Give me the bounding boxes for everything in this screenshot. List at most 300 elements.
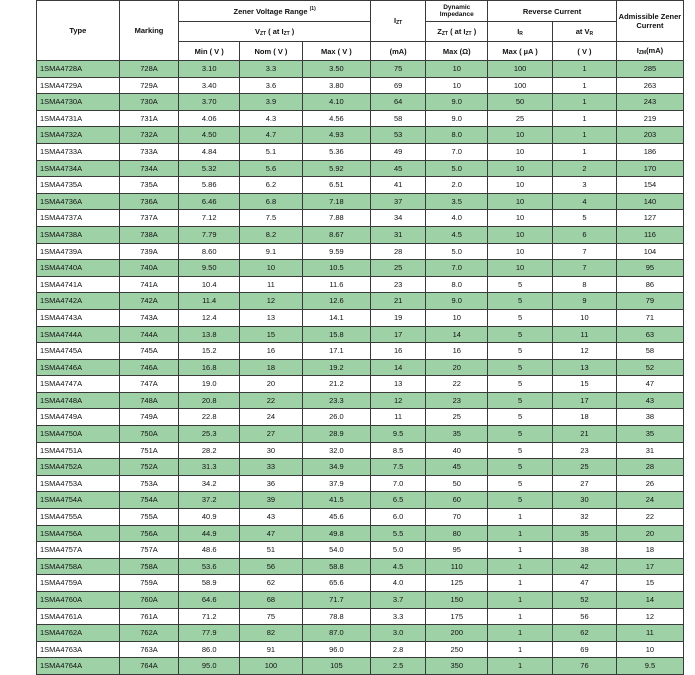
- cell-type: 1SMA4729A: [37, 77, 120, 94]
- cell-vr: 5: [553, 210, 617, 227]
- cell-zzt: 8.0: [426, 127, 488, 144]
- cell-izm: 15: [616, 575, 683, 592]
- cell-izt: 11: [370, 409, 425, 426]
- cell-min: 5.32: [179, 160, 240, 177]
- subheader-vz-at-izt: $V_{ZT}$ ( at $I_{ZT}$ ): [179, 22, 371, 42]
- cell-type: 1SMA4757A: [37, 542, 120, 559]
- cell-min: 31.3: [179, 459, 240, 476]
- cell-zzt: 25: [426, 409, 488, 426]
- cell-nom: 43: [240, 509, 303, 526]
- cell-marking: 762A: [119, 625, 179, 642]
- cell-min: 4.50: [179, 127, 240, 144]
- group-header-dynamic-impedance: Dynamic Impedance: [426, 1, 488, 22]
- cell-marking: 763A: [119, 641, 179, 658]
- table-row: [37, 160, 684, 177]
- cell-ir: 5: [488, 326, 553, 343]
- cell-min: 13.8: [179, 326, 240, 343]
- cell-izt: 41: [370, 177, 425, 194]
- cell-nom: 100: [240, 658, 303, 675]
- cell-izt: 6.0: [370, 509, 425, 526]
- table-row: [37, 625, 684, 642]
- cell-min: 4.84: [179, 143, 240, 160]
- cell-zzt: 23: [426, 392, 488, 409]
- table-row: [37, 177, 684, 194]
- cell-min: 9.50: [179, 260, 240, 277]
- col-header-admissible: Admissible Zener Current: [616, 1, 683, 42]
- cell-nom: 3.9: [240, 94, 303, 111]
- cell-zzt: 8.0: [426, 276, 488, 293]
- cell-type: 1SMA4731A: [37, 110, 120, 127]
- cell-izt: 8.5: [370, 442, 425, 459]
- cell-min: 19.0: [179, 376, 240, 393]
- cell-nom: 3.6: [240, 77, 303, 94]
- cell-type: 1SMA4752A: [37, 459, 120, 476]
- cell-zzt: 16: [426, 343, 488, 360]
- cell-type: 1SMA4728A: [37, 61, 120, 78]
- cell-vr: 25: [553, 459, 617, 476]
- cell-nom: 47: [240, 525, 303, 542]
- cell-max: 11.6: [302, 276, 370, 293]
- cell-vr: 4: [553, 193, 617, 210]
- cell-izt: 64: [370, 94, 425, 111]
- table-row: [37, 542, 684, 559]
- cell-izm: 35: [616, 426, 683, 443]
- cell-type: 1SMA4742A: [37, 293, 120, 310]
- table-row: [37, 641, 684, 658]
- cell-type: 1SMA4740A: [37, 260, 120, 277]
- cell-izm: 10: [616, 641, 683, 658]
- cell-vr: 32: [553, 509, 617, 526]
- cell-zzt: 175: [426, 608, 488, 625]
- subheader-at-vr: at $V_R$: [553, 22, 617, 42]
- cell-max: 14.1: [302, 309, 370, 326]
- cell-ir: 10: [488, 177, 553, 194]
- cell-vr: 10: [553, 309, 617, 326]
- cell-izm: 71: [616, 309, 683, 326]
- cell-izm: 14: [616, 592, 683, 609]
- cell-type: 1SMA4761A: [37, 608, 120, 625]
- cell-izm: 43: [616, 392, 683, 409]
- cell-ir: 5: [488, 459, 553, 476]
- cell-izt: 17: [370, 326, 425, 343]
- unit-vr-v: ( V ): [553, 42, 617, 61]
- cell-izt: 3.0: [370, 625, 425, 642]
- cell-izt: 13: [370, 376, 425, 393]
- cell-izm: 86: [616, 276, 683, 293]
- cell-izt: 34: [370, 210, 425, 227]
- cell-max: 15.8: [302, 326, 370, 343]
- cell-max: 23.3: [302, 392, 370, 409]
- cell-type: 1SMA4730A: [37, 94, 120, 111]
- cell-nom: 9.1: [240, 243, 303, 260]
- cell-ir: 1: [488, 575, 553, 592]
- table-row: [37, 525, 684, 542]
- cell-nom: 3.3: [240, 61, 303, 78]
- table-row: [37, 226, 684, 243]
- cell-vr: 18: [553, 409, 617, 426]
- cell-vr: 1: [553, 61, 617, 78]
- subheader-zzt-at-izt: $Z_{ZT}$ ( at $I_{ZT}$ ): [426, 22, 488, 42]
- cell-ir: 100: [488, 77, 553, 94]
- cell-ir: 5: [488, 276, 553, 293]
- cell-max: 54.0: [302, 542, 370, 559]
- cell-izt: 7.5: [370, 459, 425, 476]
- cell-izm: 47: [616, 376, 683, 393]
- cell-nom: 39: [240, 492, 303, 509]
- cell-izm: 31: [616, 442, 683, 459]
- cell-izt: 37: [370, 193, 425, 210]
- cell-max: 8.67: [302, 226, 370, 243]
- cell-max: 9.59: [302, 243, 370, 260]
- cell-ir: 1: [488, 509, 553, 526]
- cell-vr: 21: [553, 426, 617, 443]
- cell-type: 1SMA4756A: [37, 525, 120, 542]
- cell-max: 26.0: [302, 409, 370, 426]
- cell-marking: 734A: [119, 160, 179, 177]
- cell-max: 34.9: [302, 459, 370, 476]
- cell-type: 1SMA4733A: [37, 143, 120, 160]
- cell-max: 4.10: [302, 94, 370, 111]
- cell-zzt: 9.0: [426, 293, 488, 310]
- cell-nom: 7.5: [240, 210, 303, 227]
- table-row: [37, 77, 684, 94]
- cell-zzt: 150: [426, 592, 488, 609]
- cell-vr: 7: [553, 243, 617, 260]
- cell-zzt: 110: [426, 558, 488, 575]
- cell-izm: 22: [616, 509, 683, 526]
- cell-vr: 17: [553, 392, 617, 409]
- cell-min: 3.10: [179, 61, 240, 78]
- table-row: [37, 592, 684, 609]
- cell-max: 96.0: [302, 641, 370, 658]
- cell-izm: 140: [616, 193, 683, 210]
- cell-nom: 16: [240, 343, 303, 360]
- table-row: [37, 442, 684, 459]
- cell-ir: 1: [488, 625, 553, 642]
- cell-ir: 5: [488, 492, 553, 509]
- cell-vr: 1: [553, 127, 617, 144]
- cell-vr: 7: [553, 260, 617, 277]
- table-row: [37, 193, 684, 210]
- cell-max: 3.80: [302, 77, 370, 94]
- cell-min: 15.2: [179, 343, 240, 360]
- unit-max-ohm: Max (Ω): [426, 42, 488, 61]
- table-row: [37, 459, 684, 476]
- cell-ir: 5: [488, 376, 553, 393]
- cell-min: 8.60: [179, 243, 240, 260]
- cell-type: 1SMA4763A: [37, 641, 120, 658]
- cell-marking: 741A: [119, 276, 179, 293]
- cell-type: 1SMA4762A: [37, 625, 120, 642]
- cell-min: 5.86: [179, 177, 240, 194]
- cell-nom: 11: [240, 276, 303, 293]
- cell-min: 53.6: [179, 558, 240, 575]
- cell-type: 1SMA4754A: [37, 492, 120, 509]
- unit-izm: $I_{ZM}(mA)$: [616, 42, 683, 61]
- cell-zzt: 5.0: [426, 243, 488, 260]
- cell-vr: 76: [553, 658, 617, 675]
- cell-zzt: 125: [426, 575, 488, 592]
- cell-marking: 757A: [119, 542, 179, 559]
- cell-nom: 68: [240, 592, 303, 609]
- cell-min: 34.2: [179, 475, 240, 492]
- cell-vr: 38: [553, 542, 617, 559]
- cell-zzt: 350: [426, 658, 488, 675]
- cell-max: 49.8: [302, 525, 370, 542]
- cell-ir: 10: [488, 226, 553, 243]
- cell-type: 1SMA4736A: [37, 193, 120, 210]
- cell-ir: 10: [488, 210, 553, 227]
- cell-ir: 1: [488, 608, 553, 625]
- table-body: [37, 61, 684, 675]
- cell-type: 1SMA4753A: [37, 475, 120, 492]
- cell-max: 19.2: [302, 359, 370, 376]
- cell-max: 5.92: [302, 160, 370, 177]
- cell-zzt: 250: [426, 641, 488, 658]
- cell-type: 1SMA4734A: [37, 160, 120, 177]
- cell-max: 32.0: [302, 442, 370, 459]
- cell-marking: 751A: [119, 442, 179, 459]
- cell-min: 40.9: [179, 509, 240, 526]
- table-row: [37, 343, 684, 360]
- cell-type: 1SMA4764A: [37, 658, 120, 675]
- cell-zzt: 60: [426, 492, 488, 509]
- cell-vr: 35: [553, 525, 617, 542]
- cell-nom: 24: [240, 409, 303, 426]
- cell-zzt: 9.0: [426, 94, 488, 111]
- cell-zzt: 2.0: [426, 177, 488, 194]
- cell-min: 95.0: [179, 658, 240, 675]
- cell-ir: 5: [488, 343, 553, 360]
- cell-vr: 13: [553, 359, 617, 376]
- cell-marking: 748A: [119, 392, 179, 409]
- cell-max: 105: [302, 658, 370, 675]
- cell-zzt: 22: [426, 376, 488, 393]
- cell-type: 1SMA4738A: [37, 226, 120, 243]
- cell-type: 1SMA4755A: [37, 509, 120, 526]
- cell-min: 7.12: [179, 210, 240, 227]
- cell-izt: 16: [370, 343, 425, 360]
- cell-ir: 25: [488, 110, 553, 127]
- subheader-ir: $I_R$: [488, 22, 553, 42]
- cell-max: 4.93: [302, 127, 370, 144]
- cell-zzt: 70: [426, 509, 488, 526]
- col-header-izt: $I_{ZT}$: [370, 1, 425, 42]
- cell-vr: 62: [553, 625, 617, 642]
- cell-nom: 20: [240, 376, 303, 393]
- cell-marking: 745A: [119, 343, 179, 360]
- cell-izm: 38: [616, 409, 683, 426]
- cell-marking: 729A: [119, 77, 179, 94]
- cell-max: 28.9: [302, 426, 370, 443]
- cell-marking: 730A: [119, 94, 179, 111]
- cell-zzt: 200: [426, 625, 488, 642]
- cell-type: 1SMA4744A: [37, 326, 120, 343]
- cell-max: 78.8: [302, 608, 370, 625]
- cell-vr: 1: [553, 77, 617, 94]
- cell-marking: 759A: [119, 575, 179, 592]
- cell-izm: 18: [616, 542, 683, 559]
- cell-vr: 47: [553, 575, 617, 592]
- cell-ir: 5: [488, 409, 553, 426]
- cell-nom: 5.1: [240, 143, 303, 160]
- cell-min: 48.6: [179, 542, 240, 559]
- table-row: [37, 243, 684, 260]
- cell-izt: 19: [370, 309, 425, 326]
- cell-ir: 10: [488, 143, 553, 160]
- cell-ir: 1: [488, 542, 553, 559]
- cell-izt: 14: [370, 359, 425, 376]
- cell-vr: 15: [553, 376, 617, 393]
- cell-type: 1SMA4745A: [37, 343, 120, 360]
- cell-izm: 9.5: [616, 658, 683, 675]
- cell-izm: 203: [616, 127, 683, 144]
- cell-izt: 58: [370, 110, 425, 127]
- cell-max: 7.88: [302, 210, 370, 227]
- cell-min: 22.8: [179, 409, 240, 426]
- cell-type: 1SMA4732A: [37, 127, 120, 144]
- cell-min: 6.46: [179, 193, 240, 210]
- cell-min: 28.2: [179, 442, 240, 459]
- cell-max: 87.0: [302, 625, 370, 642]
- cell-izt: 3.3: [370, 608, 425, 625]
- cell-ir: 1: [488, 641, 553, 658]
- cell-type: 1SMA4739A: [37, 243, 120, 260]
- table-row: [37, 94, 684, 111]
- cell-type: 1SMA4751A: [37, 442, 120, 459]
- table-row: [37, 426, 684, 443]
- cell-zzt: 9.0: [426, 110, 488, 127]
- cell-type: 1SMA4748A: [37, 392, 120, 409]
- cell-min: 3.70: [179, 94, 240, 111]
- cell-izm: 63: [616, 326, 683, 343]
- cell-marking: 747A: [119, 376, 179, 393]
- cell-marking: 740A: [119, 260, 179, 277]
- table-row: [37, 309, 684, 326]
- cell-zzt: 5.0: [426, 160, 488, 177]
- cell-izm: 17: [616, 558, 683, 575]
- cell-zzt: 40: [426, 442, 488, 459]
- cell-max: 7.18: [302, 193, 370, 210]
- cell-zzt: 14: [426, 326, 488, 343]
- cell-max: 5.36: [302, 143, 370, 160]
- table-row: [37, 575, 684, 592]
- cell-min: 20.8: [179, 392, 240, 409]
- cell-min: 11.4: [179, 293, 240, 310]
- cell-marking: 753A: [119, 475, 179, 492]
- cell-marking: 758A: [119, 558, 179, 575]
- col-header-marking: Marking: [119, 1, 179, 61]
- cell-izm: 11: [616, 625, 683, 642]
- cell-zzt: 10: [426, 61, 488, 78]
- cell-nom: 30: [240, 442, 303, 459]
- cell-max: 4.56: [302, 110, 370, 127]
- cell-vr: 1: [553, 110, 617, 127]
- table-row: [37, 110, 684, 127]
- cell-max: 45.6: [302, 509, 370, 526]
- cell-marking: 731A: [119, 110, 179, 127]
- cell-nom: 91: [240, 641, 303, 658]
- cell-type: 1SMA4759A: [37, 575, 120, 592]
- cell-nom: 15: [240, 326, 303, 343]
- cell-izt: 45: [370, 160, 425, 177]
- cell-zzt: 20: [426, 359, 488, 376]
- cell-ir: 50: [488, 94, 553, 111]
- cell-nom: 36: [240, 475, 303, 492]
- cell-marking: 735A: [119, 177, 179, 194]
- cell-vr: 8: [553, 276, 617, 293]
- cell-izt: 21: [370, 293, 425, 310]
- cell-nom: 18: [240, 359, 303, 376]
- cell-vr: 23: [553, 442, 617, 459]
- cell-type: 1SMA4735A: [37, 177, 120, 194]
- cell-ir: 5: [488, 392, 553, 409]
- cell-zzt: 45: [426, 459, 488, 476]
- cell-zzt: 95: [426, 542, 488, 559]
- cell-izt: 4.0: [370, 575, 425, 592]
- cell-izt: 69: [370, 77, 425, 94]
- cell-type: 1SMA4747A: [37, 376, 120, 393]
- cell-marking: 733A: [119, 143, 179, 160]
- cell-nom: 6.8: [240, 193, 303, 210]
- cell-marking: 752A: [119, 459, 179, 476]
- cell-nom: 75: [240, 608, 303, 625]
- cell-min: 4.06: [179, 110, 240, 127]
- cell-min: 10.4: [179, 276, 240, 293]
- cell-marking: 750A: [119, 426, 179, 443]
- cell-izt: 28: [370, 243, 425, 260]
- unit-min: Min ( V ): [179, 42, 240, 61]
- cell-marking: 739A: [119, 243, 179, 260]
- cell-type: 1SMA4746A: [37, 359, 120, 376]
- cell-vr: 27: [553, 475, 617, 492]
- cell-max: 3.50: [302, 61, 370, 78]
- cell-izt: 9.5: [370, 426, 425, 443]
- cell-type: 1SMA4758A: [37, 558, 120, 575]
- unit-max: Max ( V ): [302, 42, 370, 61]
- cell-vr: 52: [553, 592, 617, 609]
- cell-ir: 10: [488, 127, 553, 144]
- cell-nom: 10: [240, 260, 303, 277]
- cell-type: 1SMA4741A: [37, 276, 120, 293]
- table-row: [37, 359, 684, 376]
- cell-nom: 62: [240, 575, 303, 592]
- cell-izm: 263: [616, 77, 683, 94]
- table-row: [37, 409, 684, 426]
- cell-vr: 12: [553, 343, 617, 360]
- cell-zzt: 10: [426, 77, 488, 94]
- cell-zzt: 7.0: [426, 260, 488, 277]
- cell-marking: 754A: [119, 492, 179, 509]
- cell-max: 6.51: [302, 177, 370, 194]
- cell-type: 1SMA4749A: [37, 409, 120, 426]
- cell-izm: 26: [616, 475, 683, 492]
- cell-izt: 6.5: [370, 492, 425, 509]
- cell-izt: 2.5: [370, 658, 425, 675]
- cell-min: 12.4: [179, 309, 240, 326]
- cell-izm: 28: [616, 459, 683, 476]
- cell-nom: 33: [240, 459, 303, 476]
- cell-izt: 25: [370, 260, 425, 277]
- cell-nom: 8.2: [240, 226, 303, 243]
- cell-max: 65.6: [302, 575, 370, 592]
- cell-nom: 5.6: [240, 160, 303, 177]
- cell-zzt: 35: [426, 426, 488, 443]
- cell-zzt: 4.5: [426, 226, 488, 243]
- cell-zzt: 50: [426, 475, 488, 492]
- cell-izt: 12: [370, 392, 425, 409]
- cell-izm: 127: [616, 210, 683, 227]
